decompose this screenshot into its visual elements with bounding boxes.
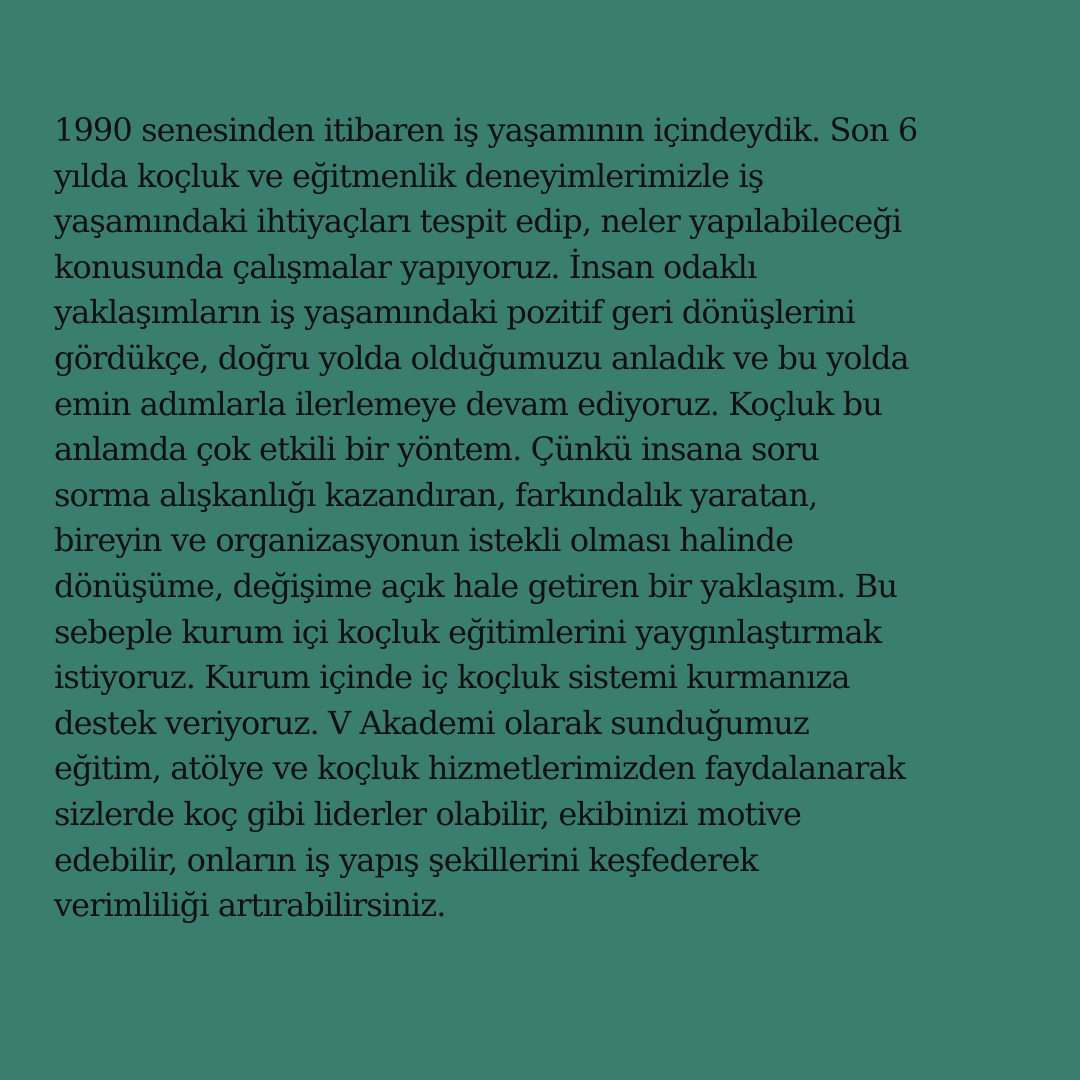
paragraph-line: emin adımlarla ilerlemeye devam ediyoruz. Koçluk bu xyxy=(54,384,882,423)
paragraph-line: konusunda çalışmalar yapıyoruz. İnsan odaklı xyxy=(54,247,757,286)
paragraph-line: bireyin ve organizasyonun istekli olması halinde xyxy=(54,521,794,560)
body-paragraph xyxy=(54,108,1044,929)
paragraph-line: sebeple kurum içi koçluk eğitimlerini yaygınlaştırmak xyxy=(54,612,882,651)
paragraph-line: anlamda çok etkili bir yöntem. Çünkü insana soru xyxy=(54,430,819,469)
paragraph-line: sizlerde koç gibi liderler olabilir, ekibinizi motive xyxy=(54,794,802,833)
paragraph-line: 1990 senesinden itibaren iş yaşamının içindeydik. Son 6 xyxy=(54,111,918,149)
paragraph-line: yaklaşımların iş yaşamındaki pozitif geri dönüşlerini xyxy=(54,293,855,332)
paragraph-line: verimliliği artırabilirsiniz. xyxy=(54,886,446,925)
paragraph-line: yaşamındaki ihtiyaçları tespit edip, neler yapılabileceği xyxy=(54,202,902,241)
paragraph-line: sorma alışkanlığı kazandıran, farkındalık yaratan, xyxy=(54,475,818,514)
paragraph-line: yılda koçluk ve eğitmenlik deneyimlerimizle iş xyxy=(54,156,764,195)
paragraph-line: destek veriyoruz. V Akademi olarak sunduğumuz xyxy=(54,703,809,742)
paragraph-line: dönüşüme, değişime açık hale getiren bir yaklaşım. Bu xyxy=(54,566,898,605)
paragraph-line: eğitim, atölye ve koçluk hizmetlerimizden faydalanarak xyxy=(54,749,906,788)
paragraph-line: gördükçe, doğru yolda olduğumuzu anladık ve bu yolda xyxy=(54,338,909,377)
paragraph-line: edebilir, onların iş yapış şekillerini keşfederek xyxy=(54,840,758,879)
paragraph-line: istiyoruz. Kurum içinde iç koçluk sistemi kurmanıza xyxy=(54,658,850,697)
